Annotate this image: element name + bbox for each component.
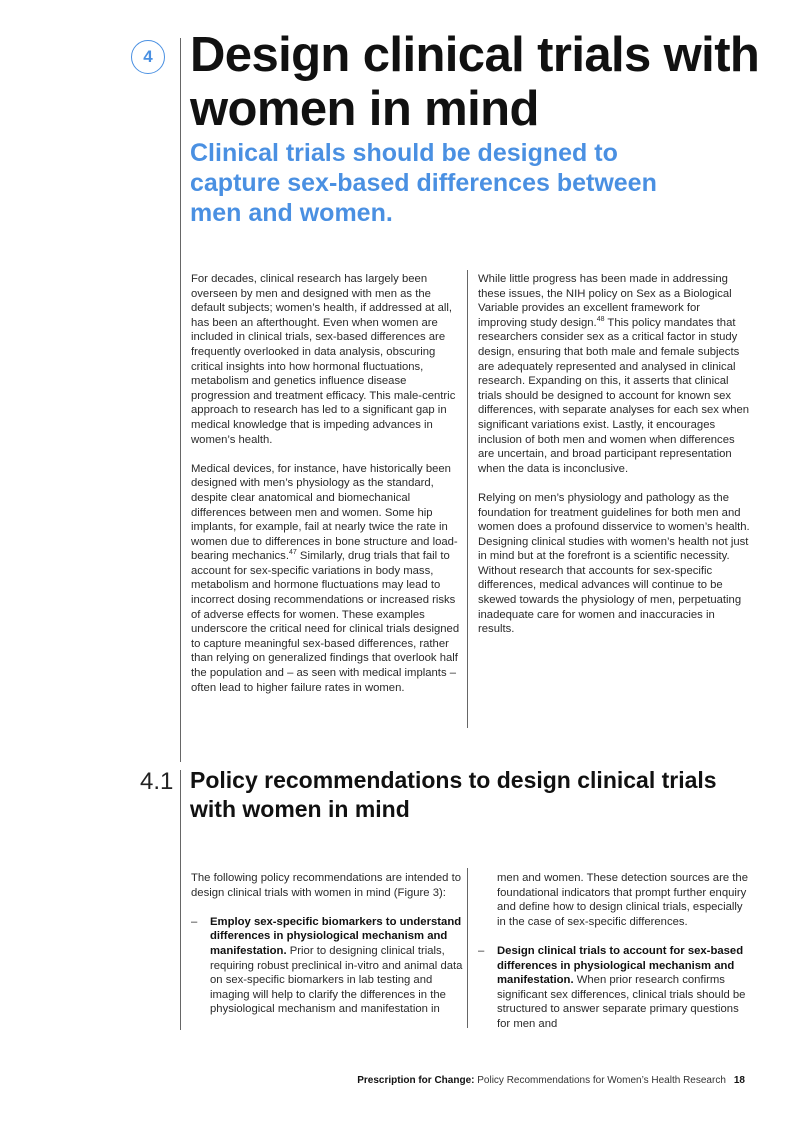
page-footer (357, 1075, 745, 1086)
intro-paragraph: While little progress has been made in addressing these issues, the NIH policy on Sex as a Biological Variable provides an excellent framework for improving study design.$^{48}$ This policy mandates that researchers consider sex as a critical factor in study design, ensuring that both male and female subjects are adequately represented and analysed in clinical research. Expanding on this, it asserts that clinical trials should be designed to account for known sex differences, with separate analyses for each sex when significant variations exist. Lastly, it encourages inclusion of both men and women when differences are uncertain, and broad participant representation when the data is inconclusive. (478, 273, 750, 475)
recommendation-item: – Design clinical trials to account for sex-based differences in physiological mechanism and manifestation. When prior research confirms significant sex differences, clinical trials should be structured to answer separate primary questions for men and (478, 944, 746, 1030)
intro-paragraph: Relying on men’s physiology and pathology as the foundation for treatment guidelines for both men and women does a profound disservice to women’s health. Designing clinical studies with women’s health not just in mind but at the forefront is a scientific necessity. Without research that accounts for sex-specific differences, medical advances will continue to be skewed towards the physiology of men, perpetuating inadequate care for women and inaccuracies in results. (478, 491, 750, 636)
column-divider (467, 270, 468, 728)
page-subtitle: Clinical trials should be designed to capture sex-based differences between men and women. (190, 139, 657, 227)
recommendations-column-left (191, 871, 463, 1017)
intro-paragraph: Medical devices, for instance, have historically been designed with men’s physiology as the standard, despite clear anatomical and biomechanical differences between men and women. Some hip implants, for example, fail at nearly twice the rate in women due to differences in bone structure and load-bearing mechanics.$^{47}$ Similarly, drug trials that fail to account for sex-specific variations in body mass, metabolism and hormone fluctuations may lead to incorrect dosing recommendations or increased risks of adverse effects for women. These examples underscore the critical need for clinical trials designed to capture meaningful sex-based differences, rather than relying on generalized findings that overlook half the population and – as seen with medical implants – often lead to higher failure rates in women. (191, 462, 460, 694)
section-number: 4.1 (140, 768, 174, 795)
intro-column-right (478, 272, 750, 651)
section-title: Policy recommendations to design clinical trials with women in mind (190, 767, 717, 822)
page-title: Design clinical trials with women in mind (190, 28, 760, 136)
intro-paragraph: For decades, clinical research has largely been overseen by men and designed with men as the default subjects; women’s health, if addressed at all, has been an afterthought. Even when women are included in clinical trials, sex-based differences are frequently overlooked in data analysis, obscuring critical insights into how hormonal fluctuations, metabolism and genetics influence disease progression and treatment efficacy. This male-centric approach to research has led to a significant gap in medical knowledge that is impeding advances in women’s health. (191, 273, 456, 446)
section-rule (180, 770, 181, 1030)
recommendation-heading: Employ sex-specific biomarkers to understand differences in physiological mechanism and manifestation. (210, 915, 462, 957)
recommendation-item: – Employ sex-specific biomarkers to understand differences in physiological mechanism and manifestation. Prior to designing clinical trials, requiring robust preclinical in-vitro and animal data on sex-specific biomarkers in lab testing and imaging will help to clarify the differences in the physiological mechanism and manifestation in (191, 915, 463, 1016)
section-intro: The following policy recommendations are intended to design clinical trials with women in mind (Figure 3): (191, 872, 462, 899)
section-column-divider (467, 868, 468, 1028)
footer-report-title: Prescription for Change: (357, 1075, 475, 1086)
recommendations-column-right (478, 871, 750, 1032)
intro-column-left (191, 272, 463, 710)
dash-marker: – (478, 944, 485, 957)
page-number: 18 (733, 1075, 745, 1086)
footnote-ref[interactable]: 48 (596, 316, 605, 324)
footnote-ref[interactable]: 47 (288, 549, 297, 557)
dash-marker: – (191, 915, 198, 928)
footer-report-subtitle: Policy Recommendations for Women’s Health Research (474, 1075, 726, 1086)
recommendation-heading: Design clinical trials to account for sex-based differences in physiological mechanism and manifestation. (497, 944, 744, 987)
recommendation-continued: men and women. These detection sources are the foundational indicators that prompt further enquiry and define how to design clinical trials, especially in the case of sex-specific differences. (497, 872, 748, 928)
title-rule (180, 38, 181, 762)
chapter-number-badge: 4 (131, 40, 165, 74)
